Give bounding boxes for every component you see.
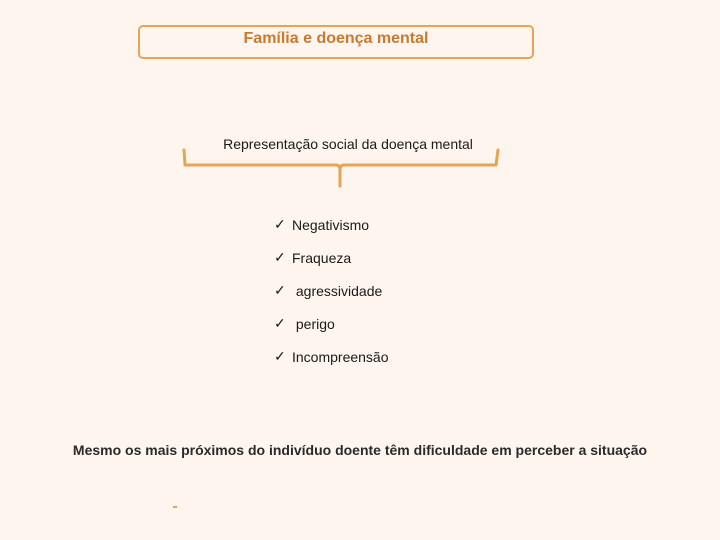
slide-title: Família e doença mental (243, 30, 429, 47)
dash-mark (173, 506, 177, 508)
bullet-label: perigo (292, 315, 335, 332)
checkmark-icon: ✓ (274, 282, 286, 298)
list-item (274, 241, 389, 274)
list-item (274, 208, 389, 241)
bullet-label: Negativismo (292, 216, 370, 233)
subtitle: Representação social da doença mental (223, 136, 473, 152)
checkmark-icon: ✓ (274, 249, 286, 265)
conclusion-text: Mesmo os mais próximos do indivíduo doente têm dificuldade em perceber a situação (72, 442, 648, 458)
bullet-list (274, 208, 389, 373)
checkmark-icon: ✓ (274, 348, 286, 364)
title-box (138, 25, 534, 59)
checkmark-icon: ✓ (274, 315, 286, 331)
list-item (274, 340, 389, 373)
bullet-label: agressividade (292, 282, 383, 299)
list-item (274, 274, 389, 307)
checkmark-icon: ✓ (274, 216, 286, 232)
list-item (274, 307, 389, 340)
curly-brace (180, 148, 502, 188)
bullet-label: Fraqueza (292, 249, 352, 266)
bullet-label: Incompreensão (292, 348, 389, 365)
